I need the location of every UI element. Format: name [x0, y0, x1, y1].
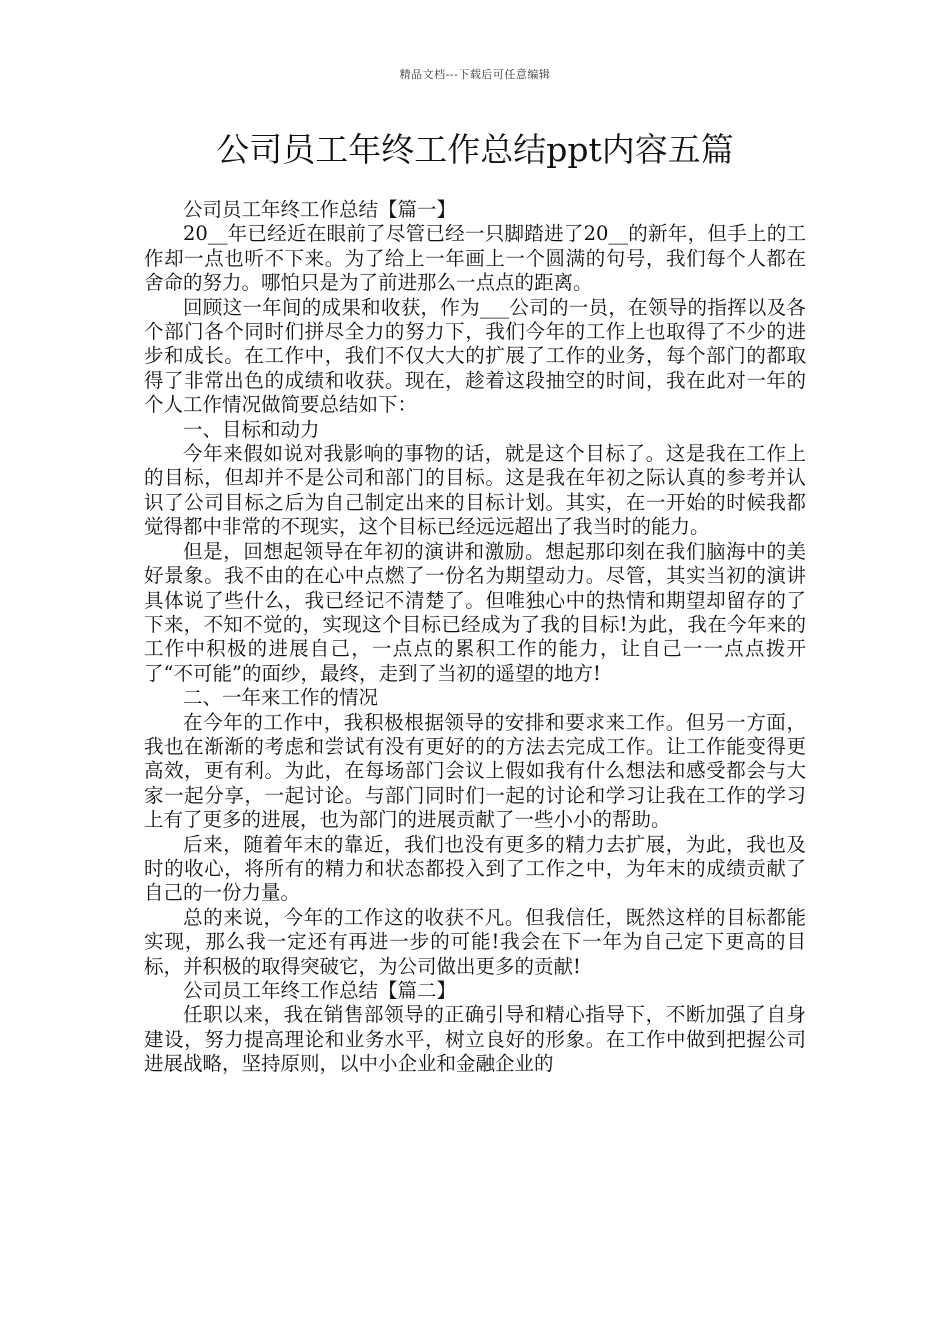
paragraph: 今年来假如说对我影响的事物的话，就是这个目标了。这是我在工作上的目标，但却并不是公司和部门的目标。这是我在年初之际认真的参考并认识了公司目标之后为自己制定出来的目标计划。其实，在一开始的时候我都觉得都中非常的不现实，这个目标已经远远超出了我当时的能力。: [144, 442, 806, 539]
paragraph: 任职以来，我在销售部领导的正确引导和精心指导下，不断加强了自身建设，努力提高理论和业务水平，树立良好的形象。在工作中做到把握公司进展战略，坚持原则，以中小企业和金融企业的: [144, 1003, 806, 1076]
header-note: 精品文档---下载后可任意编辑: [399, 68, 551, 81]
paragraph: 但是，回想起领导在年初的演讲和激励。想起那印刻在我们脑海中的美好景象。我不由的在心中点燃了一份名为期望动力。尽管，其实当初的演讲具体说了些什么，我已经记不清楚了。但唯独心中的热情和期望却留存的了下来，不知不觉的，实现这个目标已经成为了我的目标!为此，我在今年来的工作中积极的进展自己，一点点的累积工作的能力，让自己一一点点拨开了“不可能”的面纱，最终，走到了当初的遥望的地方!: [144, 539, 806, 685]
paragraph: 在今年的工作中，我积极根据领导的安排和要求来工作。但另一方面，我也在渐渐的考虑和尝试有没有更好的的方法去完成工作。让工作能变得更高效，更有利。为此，在每场部门会议上假如我有什么想法和感受都会与大家一起分享，一起讨论。与部门同时们一起的讨论和学习让我在工作的学习上有了更多的进展，也为部门的进展贡献了一些小小的帮助。: [144, 710, 806, 832]
document-title: 公司员工年终工作总结ppt内容五篇: [216, 130, 734, 169]
document-body: [144, 198, 806, 1077]
section-heading: 公司员工年终工作总结【篇一】: [183, 198, 457, 221]
paragraph: 20__年已经近在眼前了尽管已经一只脚踏进了20__的新年，但手上的工作却一点也听不下来。为了给上一年画上一个圆满的句号，我们每个人都在舍命的努力。哪怕只是为了前进那么一点点的距离。: [144, 222, 806, 295]
section-heading: 一、目标和动力: [183, 417, 320, 441]
paragraph: 总的来说，今年的工作这的收获不凡。但我信任，既然这样的目标都能实现，那么我一定还有再进一步的可能!我会在下一年为自己定下更高的目标，并积极的取得突破它，为公司做出更多的贡献!: [144, 905, 806, 978]
section-heading: 二、一年来工作的情况: [183, 686, 379, 710]
section-heading: 公司员工年终工作总结【篇二】: [183, 979, 457, 1002]
paragraph: 回顾这一年间的成果和收获，作为___公司的一员，在领导的指挥以及各个部门各个同时们拼尽全力的努力下，我们今年的工作上也取得了不少的进步和成长。在工作中，我们不仅大大的扩展了工作的业务，每个部门的都取得了非常出色的成绩和收获。现在，趁着这段抽空的时间，我在此对一年的个人工作情况做简要总结如下：: [144, 295, 806, 417]
paragraph: 后来，随着年末的靠近，我们也没有更多的精力去扩展，为此，我也及时的收心，将所有的精力和状态都投入到了工作之中，为年末的成绩贡献了自己的一份力量。: [144, 832, 806, 905]
